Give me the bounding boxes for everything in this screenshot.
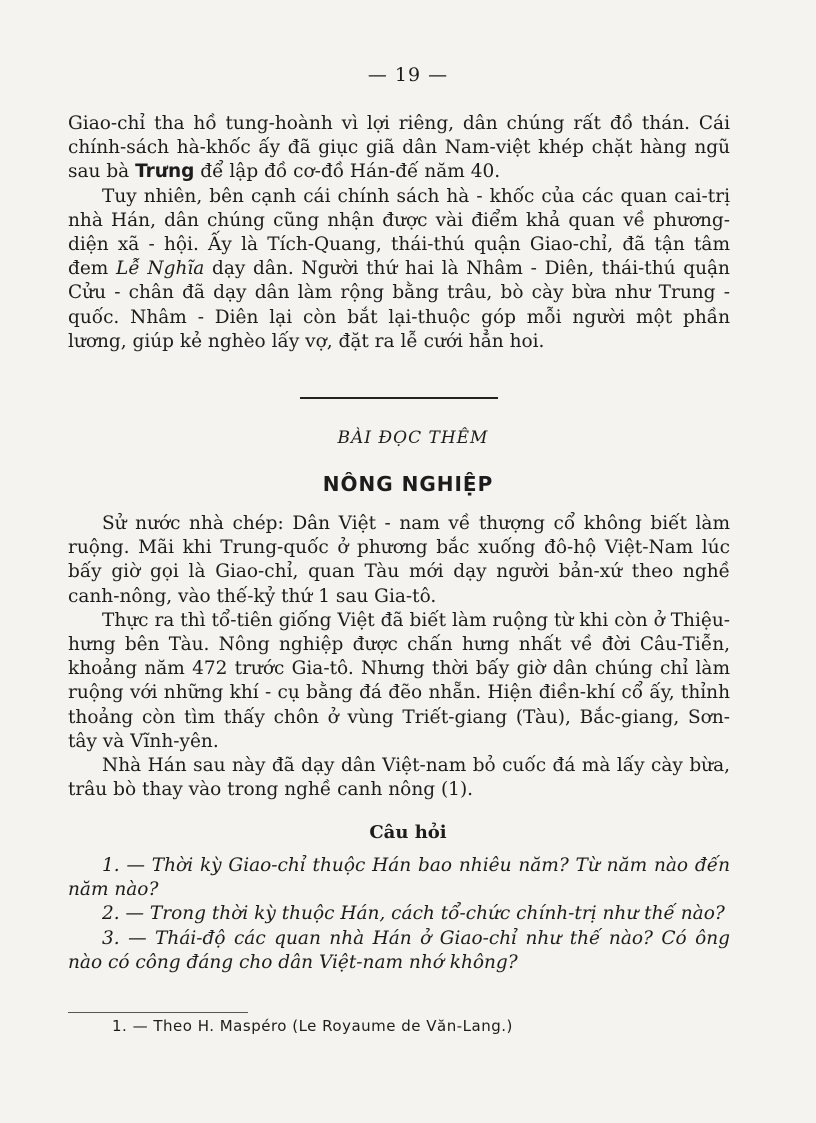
intro-p1-text: Giao-chỉ tha hồ tung-hoành vì lợi riêng, dân chúng rất đồ thán. Cái chính-sách hà-khốc ấy đã giục giã dân Nam-việt khép chặt hàng ngũ sau bà <box>68 113 730 183</box>
agriculture-text <box>68 512 730 802</box>
section-title: NÔNG NGHIỆP <box>322 472 494 496</box>
read-more-label: BÀI ĐỌC THÊM <box>337 428 489 448</box>
intro-p1-end: để lập đồ cơ-đồ Hán-đế năm 40. <box>200 161 501 183</box>
footnote: 1. — Theo H. Maspéro (Le Royaume de Văn-Lang.) <box>112 1017 513 1035</box>
intro-paragraph-2 <box>68 185 730 354</box>
intro-text <box>68 112 730 354</box>
intro-p2-b: dạy dân. Người thứ hai là Nhâm - Diên, thái-thú quận Cửu - chân đã dạy dân làm rộng bằng trâu, bò cày bừa như Trung - quốc. Nhâm - Diên lại còn bắt lại-thuộc góp mỗi người một phần lương, giúp kẻ nghèo lấy vợ, đặt ra lễ cưới hẳn hoi. <box>68 258 730 352</box>
questions-list <box>68 854 730 975</box>
agriculture-paragraph-3: Nhà Hán sau này đã dạy dân Việt-nam bỏ cuốc đá mà lấy cày bừa, trâu bò thay vào trong nghề canh nông (1). <box>68 755 730 801</box>
agriculture-paragraph-2: Thực ra thì tổ-tiên giống Việt đã biết làm ruộng từ khi còn ở Thiệu-hưng bên Tàu. Nông nghiệp được chấn hưng nhất về đời Câu-Tiễn, khoảng năm 472 trước Gia-tô. Nhưng thời bấy giờ dân chúng chỉ làm ruộng với những khí - cụ bằng đá đẽo nhẵn. Hiện điền-khí cổ ấy, thỉnh thoảng còn tìm thấy chôn ở vùng Triết-giang (Tàu), Bắc-giang, Sơn-tây và Vĩnh-yên. <box>68 609 730 752</box>
section-divider <box>300 397 498 399</box>
le-nghia-text: Lễ Nghĩa <box>116 258 205 280</box>
question-item: 3. — Thái-độ các quan nhà Hán ở Giao-chỉ như thế nào? Có ông nào có công đáng cho dân Việt-nam nhớ không? <box>68 927 730 973</box>
page-number: — 19 — <box>367 64 449 86</box>
intro-p2-a: Tuy nhiên, bên cạnh cái chính sách hà - khốc của các quan cai-trị nhà Hán, dân chúng cũng nhận được vài điểm khả quan về phương-diện xã - hội. Ấy là Tích-Quang, thái-thú quận Giao-chỉ, đã tận tâm đem <box>68 185 730 280</box>
question-item: 2. — Trong thời kỳ thuộc Hán, cách tổ-chức chính-trị như thế nào? <box>102 903 725 925</box>
questions-heading: Câu hỏi <box>369 822 447 843</box>
agriculture-paragraph-1: Sử nước nhà chép: Dân Việt - nam về thượng cổ không biết làm ruộng. Mãi khi Trung-quốc ở phương bắc xuống đô-hộ Việt-Nam lúc bấy giờ gọi là Giao-chỉ, quan Tàu mới dạy người bản-xứ theo nghề canh-nông, vào thế-kỷ thứ 1 sau Gia-tô. <box>68 513 730 607</box>
question-item: 1. — Thời kỳ Giao-chỉ thuộc Hán bao nhiêu năm? Từ năm nào đến năm nào? <box>68 855 730 901</box>
intro-paragraph-1 <box>68 112 730 185</box>
footnote-divider <box>68 1012 248 1013</box>
trung-name: Trưng <box>135 161 195 183</box>
